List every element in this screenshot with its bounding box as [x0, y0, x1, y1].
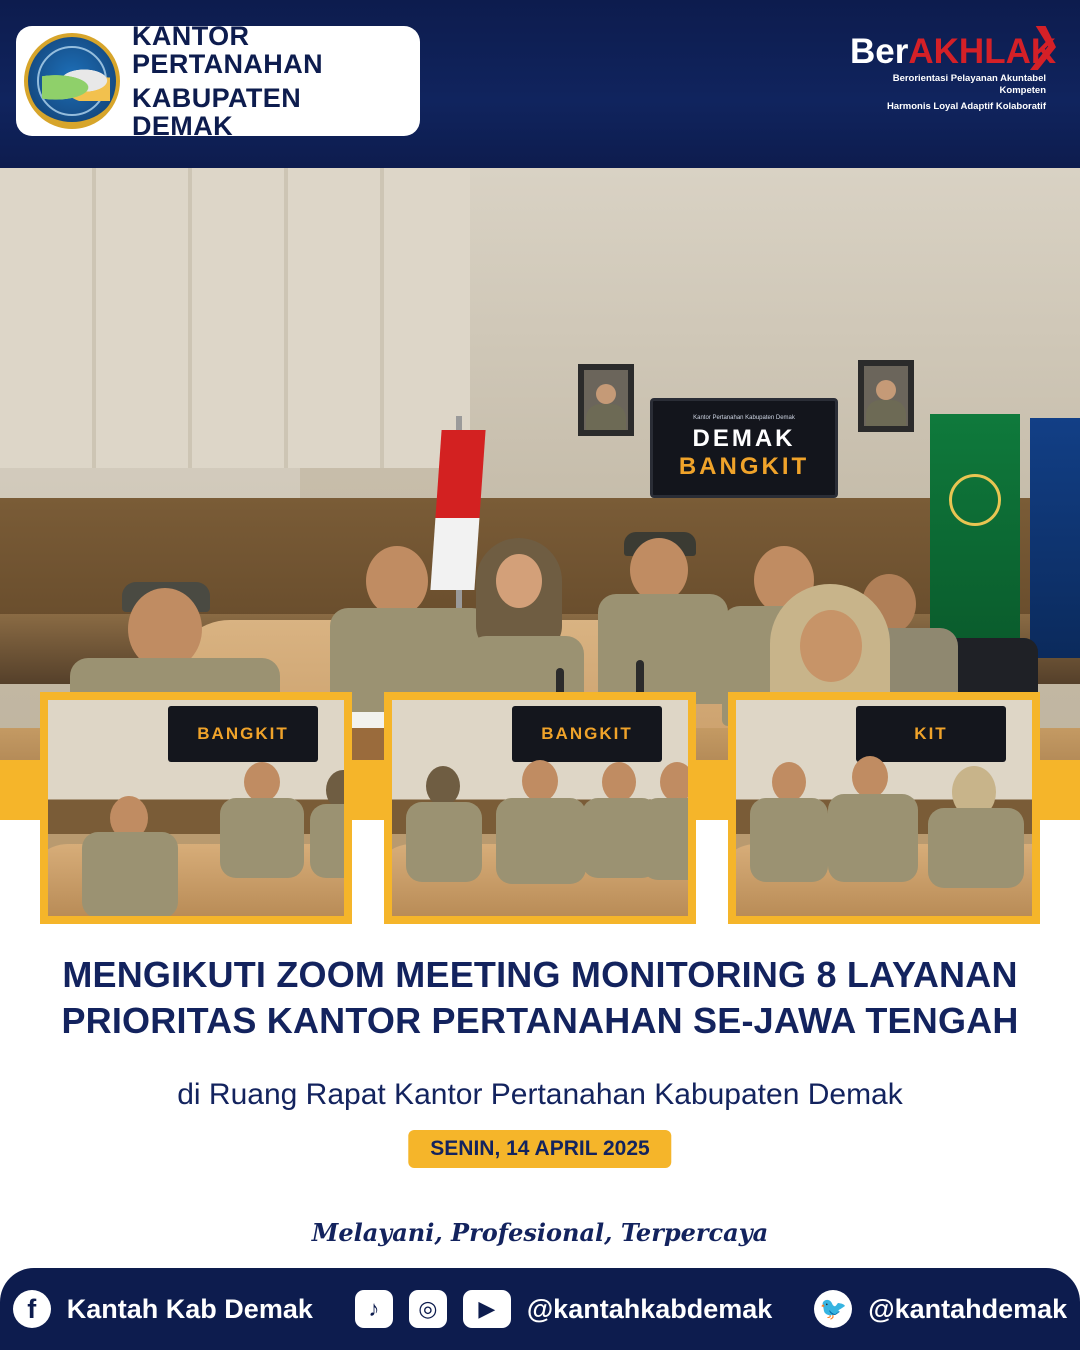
twitter-icon[interactable]: 🐦 [814, 1290, 852, 1328]
instagram-icon[interactable]: ◎ [409, 1290, 447, 1328]
screen-demak-text: DEMAK [692, 425, 796, 452]
page-title [40, 952, 1040, 1044]
wall-portrait-right [858, 360, 914, 432]
blue-flag [1030, 418, 1080, 658]
thumbnail-3 [728, 692, 1040, 924]
berakhlak-subtitle-line1: Berorientasi Pelayanan Akuntabel Kompeten [892, 73, 1046, 96]
social-handle[interactable]: @kantahkabdemak [526, 1293, 773, 1324]
screen-office-caption: Kantor Pertanahan Kabupaten Demak [693, 415, 795, 421]
header-bar [0, 0, 1080, 168]
subtitle-location: di Ruang Rapat Kantor Pertanahan Kabupaten Demak [177, 1078, 903, 1111]
office-name-line1: KANTOR PERTANAHAN [132, 20, 323, 80]
berakhlak-akhlak: AKHLAK [908, 32, 1057, 71]
thumbnail-1 [40, 692, 352, 924]
youtube-icon[interactable]: ▶ [463, 1290, 511, 1328]
presentation-screen [650, 398, 838, 498]
title-line-2: PRIORITAS KANTOR PERTANAHAN SE-JAWA TENGAH [61, 1000, 1019, 1042]
berakhlak-ber: Ber [850, 32, 909, 71]
tiktok-icon[interactable]: ♪ [355, 1290, 393, 1328]
green-institutional-flag [930, 414, 1020, 649]
screen-bangkit-text: BANGKIT [678, 453, 810, 480]
office-identity-badge [16, 20, 420, 141]
twitter-handle[interactable]: @kantahdemak [868, 1293, 1068, 1324]
thumbnail-3-screen-text: KIT [856, 706, 1006, 762]
berakhlak-wordmark [850, 32, 1057, 71]
title-line-1: MENGIKUTI ZOOM MEETING MONITORING 8 LAYANAN [62, 954, 1018, 995]
thumbnail-2-screen-text: BANGKIT [512, 706, 662, 762]
date-badge: SENIN, 14 APRIL 2025 [408, 1130, 671, 1168]
wall-portrait-left [578, 364, 634, 436]
facebook-handle[interactable]: Kantah Kab Demak [66, 1293, 313, 1324]
office-name [132, 22, 406, 140]
bpn-globe-logo-icon [24, 33, 120, 129]
berakhlak-logo [850, 32, 1057, 113]
thumbnail-2 [384, 692, 696, 924]
tagline: Melayani, Profesional, Terpercaya [311, 1218, 769, 1247]
footer-social-bar [0, 1268, 1080, 1350]
berakhlak-subtitle-line2: Harmonis Loyal Adaptif Kolaboratif [886, 100, 1046, 112]
thumbnail-1-screen-text: BANGKIT [168, 706, 318, 762]
office-name-line2: KABUPATEN DEMAK [132, 82, 302, 141]
facebook-icon[interactable]: f [13, 1290, 51, 1328]
